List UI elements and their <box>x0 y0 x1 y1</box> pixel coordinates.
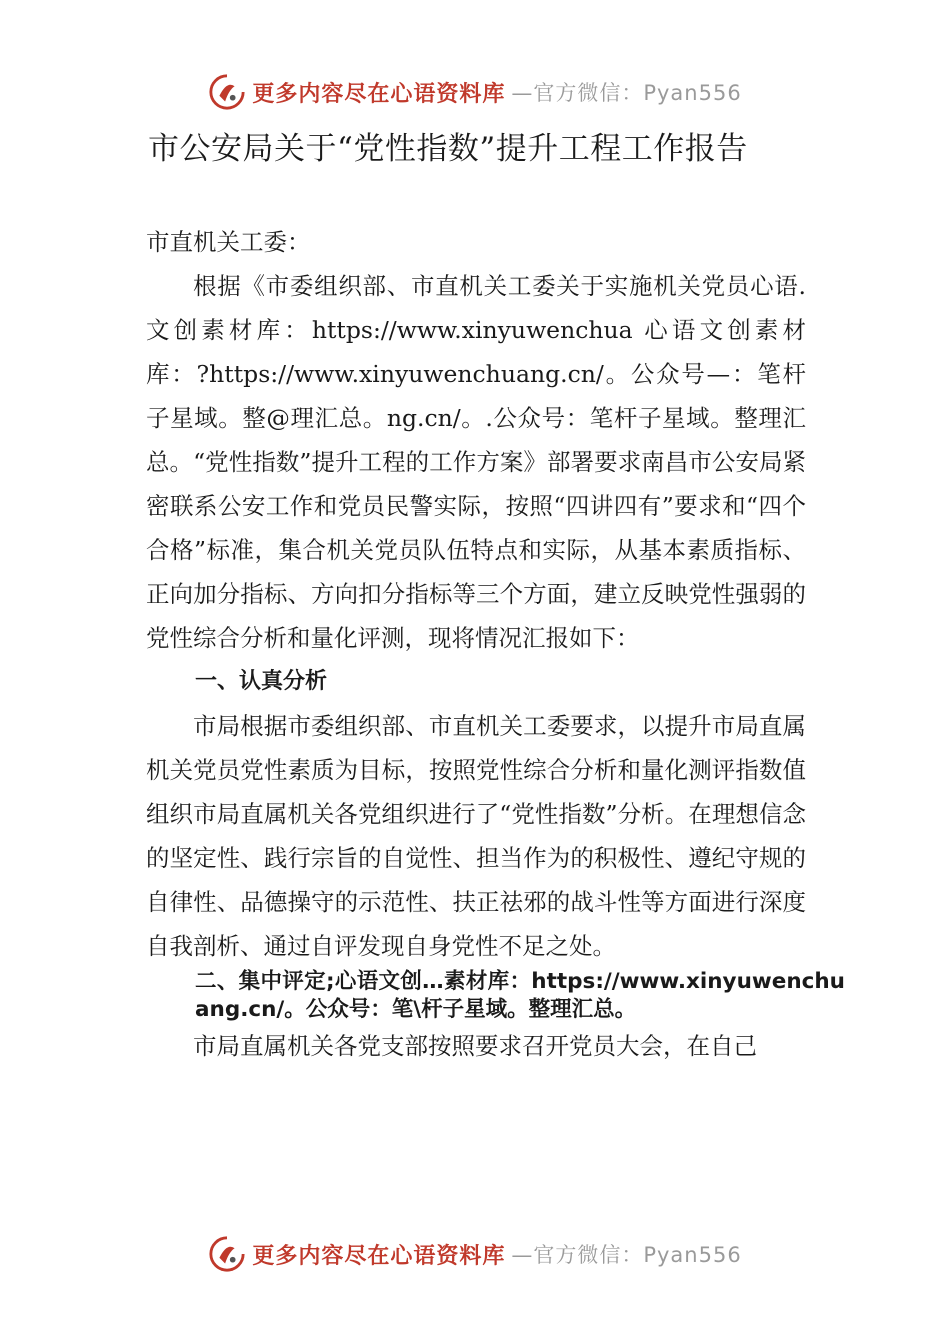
watermark-sub-text: —官方微信：Pyan556 <box>511 1243 742 1267</box>
section-1-heading: 一、认真分析 <box>195 669 328 694</box>
watermark-logo-icon <box>208 73 246 111</box>
document-body <box>146 220 845 1068</box>
section-1-paragraph: 市局根据市委组织部、市直机关工委要求，以提升市局直属机关党员党性素质为目标，按照党性综合分析和量化测评指数值组织市局直属机关各党组织进行了“党性指数”分析。在理想信念的坚定性、践行宗旨的自觉性、担当作为的积极性、遵纪守规的自律性、品德操守的示范性、扶正祛邪的战斗性等方面进行深度自我剖析、通过自评发现自身党性不足之处。 <box>146 712 806 960</box>
watermark-footer <box>0 1232 950 1276</box>
salutation: 市直机关工委： <box>146 228 311 256</box>
section-2-paragraph: 市局直属机关各党支部按照要求召开党员大会，在自己 <box>193 1032 757 1060</box>
intro-paragraph: 根据《市委组织部、市直机关工委关于实施机关党员心语.文创素材库：https://www.xinyuwenchua 心语文创素材库：?https://www.xinyuwenchuang.cn/。公众号—：笔杆子星域。整@理汇总。ng.cn/。.公众号：笔杆子星域。整理汇总。“党性指数”提升工程的工作方案》部署要求南昌市公安局紧密联系公安工作和党员民警实际，按照“四讲四有”要求和“四个合格”标准，集合机关党员队伍特点和实际，从基本素质指标、正向加分指标、方向扣分指标等三个方面，建立反映党性强弱的党性综合分析和量化评测，现将情况汇报如下： <box>146 272 806 652</box>
watermark-logo-icon <box>208 1235 246 1273</box>
watermark-header <box>0 70 950 114</box>
watermark-main-text: 更多内容尽在心语资料库 <box>252 1242 506 1269</box>
watermark-main-text: 更多内容尽在心语资料库 <box>252 80 506 107</box>
watermark-sub-text: —官方微信：Pyan556 <box>511 81 742 105</box>
section-2-heading: 二、集中评定;心语文创…素材库：https://www.xinyuwenchuang.cn/。公众号：笔\杆子星域。整理汇总。 <box>195 969 845 1022</box>
document-title: 市公安局关于“党性指数”提升工程工作报告 <box>148 131 748 167</box>
